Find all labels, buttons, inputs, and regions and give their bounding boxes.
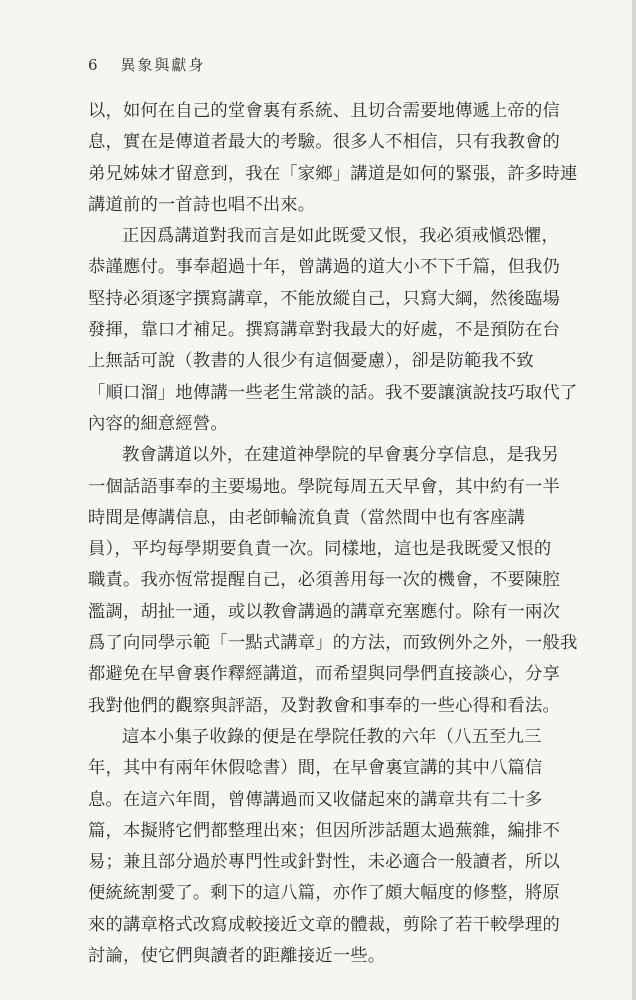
text-line: 都避免在早會裏作釋經講道，而希望與同學們直接談心，分享 — [88, 664, 560, 685]
text-line: 講道前的一首詩也唱不出來。 — [88, 194, 316, 215]
text-line: 時間是傳講信息，由老師輪流負責（當然間中也有客座講 — [88, 507, 526, 528]
text-line: 員），平均每學期要負責一次。同樣地，這也是我既愛又恨的 — [88, 539, 552, 560]
text-line: 濫調，胡扯一通，或以教會講過的講章充塞應付。除有一兩次 — [88, 601, 560, 622]
paragraph-first-line: 這本小集子收錄的便是在學院任教的六年（八五至九三 — [122, 726, 542, 747]
text-line: 息，實在是傳道者最大的考驗。很多人不相信，只有我教會的 — [88, 132, 560, 153]
text-line: 「順口溜」地傳講一些老生常談的話。我不要讓演說技巧取代了 — [88, 382, 578, 403]
book-title: 異象與獻身 — [120, 56, 206, 74]
running-header — [88, 54, 205, 75]
text-line: 以，如何在自己的堂會裏有系統、且切合需要地傳遞上帝的信 — [88, 101, 560, 121]
page-number: 6 — [88, 56, 100, 74]
text-line: 年，其中有兩年休假唸書）間，在早會裏宣講的其中八篇信 — [88, 758, 543, 779]
text-line: 討論，使它們與讀者的距離接近一些。 — [88, 946, 386, 967]
text-line: 我對他們的觀察與評語，及對教會和事奉的一些心得和看法。 — [88, 695, 560, 716]
paragraph-first-line: 教會講道以外，在建道神學院的早會裏分享信息，是我另 — [122, 445, 560, 466]
text-line: 一個話語事奉的主要場地。學院每周五天早會，其中約有一半 — [88, 476, 560, 497]
text-line: 篇，本擬將它們都整理出來；但因所涉話題太過蕪雜，編排不 — [88, 820, 560, 841]
text-line: 上無話可說（教書的人很少有這個憂慮），卻是防範我不致 — [88, 351, 534, 372]
text-line: 內容的細意經營。 — [88, 413, 228, 434]
text-line: 來的講章格式改寫成較接近文章的體裁，剪除了若干較學理的 — [88, 914, 560, 935]
text-line: 弟兄姊妹才留意到，我在「家鄉」講道是如何的緊張，許多時連 — [88, 163, 578, 184]
text-line: 恭謹應付。事奉超過十年，曾講過的道大小不下千篇，但我仍 — [88, 257, 560, 278]
text-line: 息。在這六年間，曾傳講過而又收儲起來的講章共有二十多 — [88, 789, 543, 810]
text-line: 職責。我亦恆常提醒自己，必須善用每一次的機會，不要陳腔 — [88, 570, 560, 591]
body-text — [88, 96, 578, 972]
text-line: 堅持必須逐字撰寫講章，不能放縱自己，只寫大綱，然後臨場 — [88, 288, 560, 309]
text-line: 便統統割愛了。剩下的這八篇，亦作了頗大幅度的修整，將原 — [88, 883, 560, 904]
text-line: 易；兼且部分過於專門性或針對性，未必適合一般讀者，所以 — [88, 852, 560, 873]
text-line: 發揮，靠口才補足。撰寫講章對我最大的好處，不是預防在台 — [88, 320, 560, 341]
page-edge-shadow — [632, 0, 636, 1000]
paragraph-first-line: 正因爲講道對我而言是如此既愛又恨，我必須戒愼恐懼， — [122, 226, 560, 247]
text-line: 爲了向同學示範「一點式講章」的方法，而致例外之外，一般我 — [88, 633, 578, 654]
